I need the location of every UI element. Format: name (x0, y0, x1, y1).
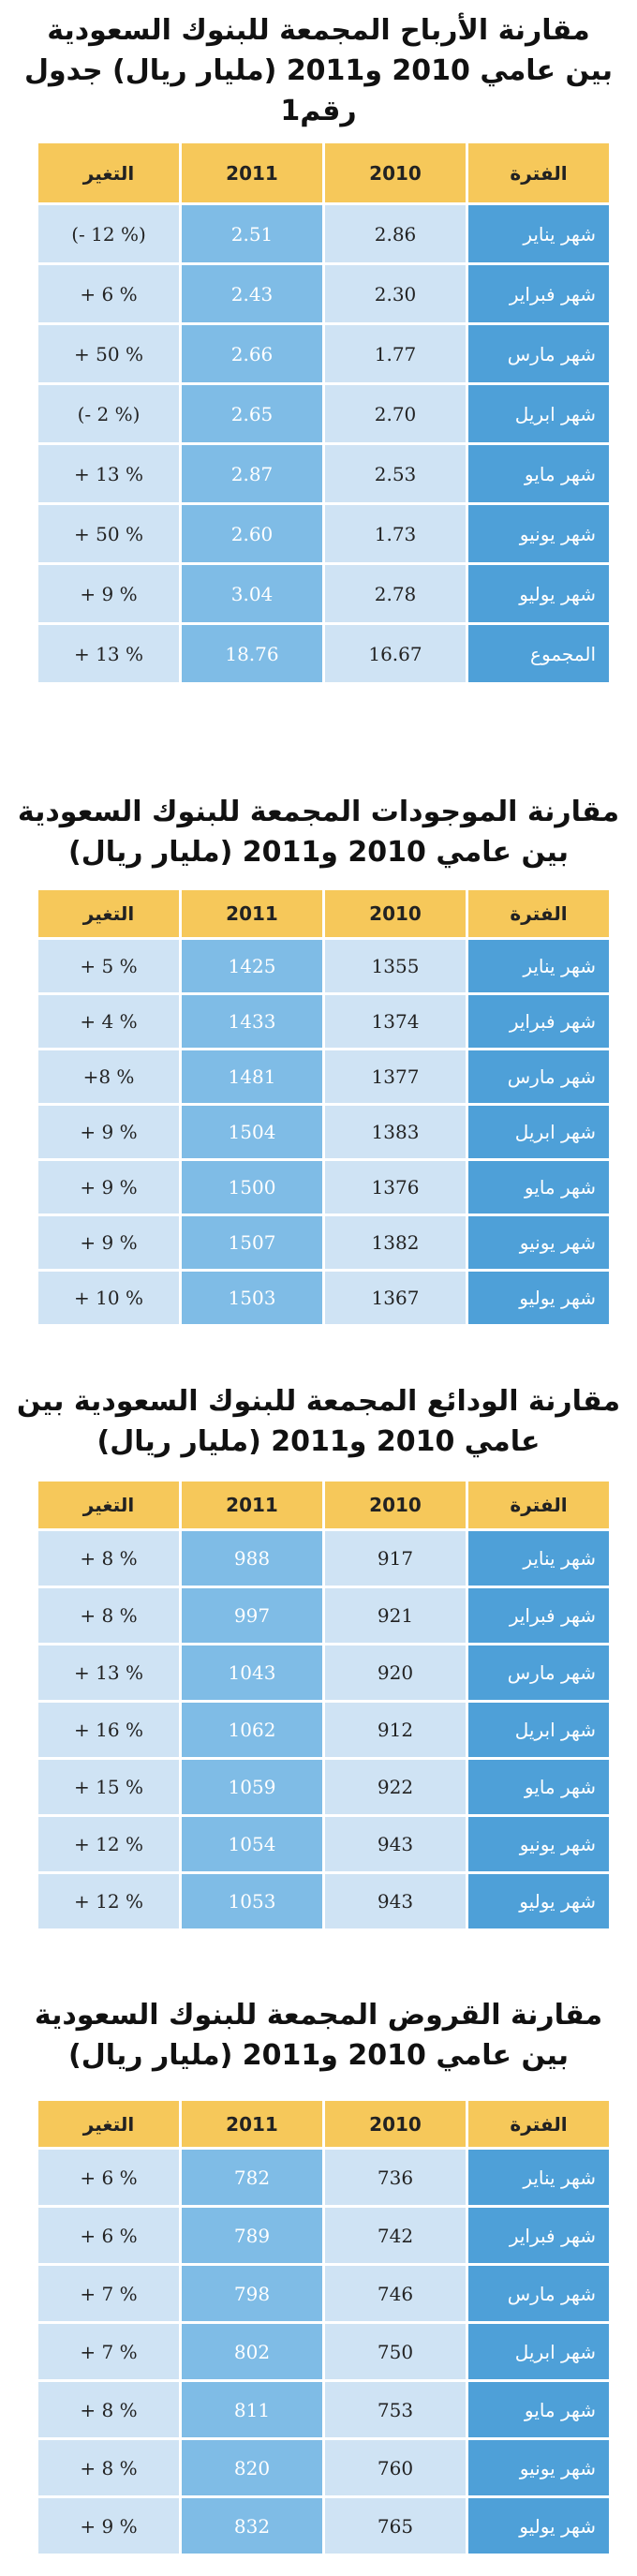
cell-y2011: 811 (182, 2382, 322, 2437)
cell-y2011: 2.43 (182, 265, 322, 322)
cell-y2010: 1377 (325, 1050, 466, 1103)
table-row (38, 325, 609, 382)
data-table (36, 2098, 612, 2556)
table-row (38, 1703, 609, 1757)
cell-y2010: 943 (325, 1817, 466, 1871)
cell-y2011: 2.65 (182, 385, 322, 442)
cell-y2011: 832 (182, 2498, 322, 2554)
cell-y2011: 1054 (182, 1817, 322, 1871)
cell-period: شهر فبراير (468, 995, 609, 1048)
cell-change: + 8 % (38, 2440, 179, 2495)
title-line: بين عامي 2010 و2011 (مليار ريال) (68, 2038, 569, 2072)
cell-period: شهر يونيو (468, 1817, 609, 1871)
cell-y2010: 2.86 (325, 205, 466, 262)
table-row (38, 1216, 609, 1269)
cell-y2010: 750 (325, 2324, 466, 2379)
cell-y2010: 1383 (325, 1106, 466, 1158)
header-change: التغير (38, 1482, 179, 1528)
cell-change: + 13 % (38, 1645, 179, 1700)
table-row (38, 1531, 609, 1586)
cell-y2011: 3.04 (182, 565, 322, 622)
header-y2011: 2011 (182, 2101, 322, 2147)
cell-period: شهر يونيو (468, 505, 609, 562)
cell-y2010: 1374 (325, 995, 466, 1048)
cell-y2010: 742 (325, 2208, 466, 2263)
table-row (38, 2440, 609, 2495)
cell-change: + 9 % (38, 1161, 179, 1214)
cell-y2010: 1.73 (325, 505, 466, 562)
title-line: مقارنة الأرباح المجمعة للبنوك السعودية (47, 13, 590, 47)
cell-period: شهر ابريل (468, 1703, 609, 1757)
section-title (0, 1972, 637, 2098)
cell-change: + 9 % (38, 1106, 179, 1158)
header-change: التغير (38, 890, 179, 937)
cell-y2011: 1043 (182, 1645, 322, 1700)
cell-period: شهر مايو (468, 2382, 609, 2437)
section-title (0, 0, 637, 141)
table-row (38, 1645, 609, 1700)
cell-period: شهر ابريل (468, 1106, 609, 1158)
cell-y2011: 782 (182, 2150, 322, 2205)
cell-period: المجموع (468, 625, 609, 682)
table-row (38, 625, 609, 682)
table-row (38, 205, 609, 262)
cell-y2011: 988 (182, 1531, 322, 1586)
title-line: عامي 2010 و2011 (مليار ريال) (96, 1424, 541, 1458)
cell-y2010: 2.70 (325, 385, 466, 442)
table-row (38, 940, 609, 992)
cell-y2010: 1355 (325, 940, 466, 992)
cell-change: + 4 % (38, 995, 179, 1048)
table-row (38, 505, 609, 562)
cell-y2011: 2.66 (182, 325, 322, 382)
header-y2011: 2011 (182, 143, 322, 202)
header-period: الفترة (468, 2101, 609, 2147)
header-y2011: 2011 (182, 890, 322, 937)
cell-change: + 13 % (38, 445, 179, 502)
cell-period: شهر يناير (468, 2150, 609, 2205)
cell-y2011: 1433 (182, 995, 322, 1048)
data-table (36, 141, 612, 685)
data-table (36, 1479, 612, 1931)
cell-y2011: 1062 (182, 1703, 322, 1757)
cell-y2010: 2.78 (325, 565, 466, 622)
cell-y2011: 997 (182, 1588, 322, 1643)
cell-y2010: 917 (325, 1531, 466, 1586)
table-row (38, 1106, 609, 1158)
header-y2010: 2010 (325, 890, 466, 937)
cell-change: + 6 % (38, 2150, 179, 2205)
cell-change: + 8 % (38, 1588, 179, 1643)
section-title (0, 1363, 637, 1479)
cell-y2011: 2.51 (182, 205, 322, 262)
cell-change: + 9 % (38, 565, 179, 622)
cell-change: + 8 % (38, 2382, 179, 2437)
cell-change: + 50 % (38, 505, 179, 562)
cell-y2010: 943 (325, 1874, 466, 1928)
cell-y2010: 2.53 (325, 445, 466, 502)
cell-y2011: 789 (182, 2208, 322, 2263)
table-row (38, 1272, 609, 1324)
cell-y2011: 802 (182, 2324, 322, 2379)
cell-y2010: 1382 (325, 1216, 466, 1269)
cell-change: + 8 % (38, 1531, 179, 1586)
cell-period: شهر يوليو (468, 2498, 609, 2554)
cell-y2010: 16.67 (325, 625, 466, 682)
cell-period: شهر فبراير (468, 2208, 609, 2263)
cell-y2011: 1504 (182, 1106, 322, 1158)
cell-period: شهر يوليو (468, 1272, 609, 1324)
cell-y2010: 912 (325, 1703, 466, 1757)
table-row (38, 1817, 609, 1871)
table-row (38, 2498, 609, 2554)
cell-y2010: 921 (325, 1588, 466, 1643)
table-row (38, 995, 609, 1048)
cell-y2011: 1059 (182, 1760, 322, 1814)
cell-period: شهر مايو (468, 445, 609, 502)
title-line: مقارنة الموجودات المجمعة للبنوك السعودية (17, 796, 620, 828)
cell-period: شهر يناير (468, 205, 609, 262)
table-row (38, 1161, 609, 1214)
cell-period: شهر ابريل (468, 385, 609, 442)
header-y2010: 2010 (325, 143, 466, 202)
cell-change: + 7 % (38, 2324, 179, 2379)
cell-change: + 15 % (38, 1760, 179, 1814)
cell-change: + 9 % (38, 2498, 179, 2554)
cell-y2010: 760 (325, 2440, 466, 2495)
table-row (38, 385, 609, 442)
cell-change: (- 12 %) (38, 205, 179, 262)
table-row (38, 445, 609, 502)
section-title (0, 777, 637, 887)
table-row (38, 2150, 609, 2205)
header-period: الفترة (468, 890, 609, 937)
cell-period: شهر مايو (468, 1760, 609, 1814)
cell-change: + 50 % (38, 325, 179, 382)
cell-period: شهر مايو (468, 1161, 609, 1214)
table-row (38, 1874, 609, 1928)
cell-y2011: 1425 (182, 940, 322, 992)
header-change: التغير (38, 2101, 179, 2147)
cell-period: شهر مارس (468, 1645, 609, 1700)
cell-y2011: 1507 (182, 1216, 322, 1269)
table-section (0, 0, 637, 665)
table-row (38, 1588, 609, 1643)
table-row (38, 2324, 609, 2379)
cell-change: + 6 % (38, 265, 179, 322)
cell-period: شهر فبراير (468, 265, 609, 322)
cell-period: شهر يونيو (468, 1216, 609, 1269)
table-row (38, 565, 609, 622)
cell-y2010: 920 (325, 1645, 466, 1700)
table-row (38, 2382, 609, 2437)
cell-change: + 10 % (38, 1272, 179, 1324)
cell-period: شهر فبراير (468, 1588, 609, 1643)
cell-period: شهر مارس (468, 2266, 609, 2321)
cell-change: + 5 % (38, 940, 179, 992)
data-table (36, 887, 612, 1327)
cell-y2010: 2.30 (325, 265, 466, 322)
cell-y2011: 1481 (182, 1050, 322, 1103)
cell-period: شهر يوليو (468, 1874, 609, 1928)
cell-period: شهر يناير (468, 1531, 609, 1586)
title-line: بين عامي 2010 و2011 (مليار ريال) (68, 836, 569, 869)
header-row (38, 143, 609, 202)
cell-y2011: 820 (182, 2440, 322, 2495)
header-row (38, 890, 609, 937)
cell-y2011: 2.60 (182, 505, 322, 562)
table-section (0, 1363, 637, 1913)
cell-y2010: 1.77 (325, 325, 466, 382)
cell-change: + 12 % (38, 1817, 179, 1871)
cell-change: + 13 % (38, 625, 179, 682)
cell-period: شهر يونيو (468, 2440, 609, 2495)
cell-period: شهر مارس (468, 1050, 609, 1103)
cell-y2010: 1376 (325, 1161, 466, 1214)
table-row (38, 1760, 609, 1814)
title-line: مقارنة الودائع المجمعة للبنوك السعودية بين (16, 1384, 621, 1418)
cell-period: شهر يناير (468, 940, 609, 992)
cell-change: (- 2 %) (38, 385, 179, 442)
cell-change: + 9 % (38, 1216, 179, 1269)
cell-period: شهر مارس (468, 325, 609, 382)
cell-y2011: 2.87 (182, 445, 322, 502)
header-period: الفترة (468, 143, 609, 202)
cell-y2011: 1500 (182, 1161, 322, 1214)
cell-y2010: 753 (325, 2382, 466, 2437)
header-y2010: 2010 (325, 2101, 466, 2147)
cell-y2010: 765 (325, 2498, 466, 2554)
table-section (0, 1972, 637, 2538)
cell-change: + 16 % (38, 1703, 179, 1757)
header-change: التغير (38, 143, 179, 202)
table-row (38, 1050, 609, 1103)
header-y2010: 2010 (325, 1482, 466, 1528)
cell-change: + 7 % (38, 2266, 179, 2321)
table-row (38, 2266, 609, 2321)
cell-period: شهر ابريل (468, 2324, 609, 2379)
header-row (38, 2101, 609, 2147)
cell-period: شهر يوليو (468, 565, 609, 622)
cell-change: + 6 % (38, 2208, 179, 2263)
cell-change: + 12 % (38, 1874, 179, 1928)
title-line: بين عامي 2010 و2011 (مليار ريال) جدول رقم1 (23, 53, 613, 127)
cell-y2010: 922 (325, 1760, 466, 1814)
table-row (38, 2208, 609, 2263)
header-row (38, 1482, 609, 1528)
header-period: الفترة (468, 1482, 609, 1528)
table-section (0, 777, 637, 1309)
cell-y2011: 798 (182, 2266, 322, 2321)
cell-y2011: 1503 (182, 1272, 322, 1324)
cell-y2010: 736 (325, 2150, 466, 2205)
cell-y2010: 1367 (325, 1272, 466, 1324)
cell-change: +8 % (38, 1050, 179, 1103)
cell-y2011: 1053 (182, 1874, 322, 1928)
cell-y2011: 18.76 (182, 625, 322, 682)
cell-y2010: 746 (325, 2266, 466, 2321)
table-row (38, 265, 609, 322)
title-line: مقارنة القروض المجمعة للبنوك السعودية (34, 1998, 603, 2032)
header-y2011: 2011 (182, 1482, 322, 1528)
